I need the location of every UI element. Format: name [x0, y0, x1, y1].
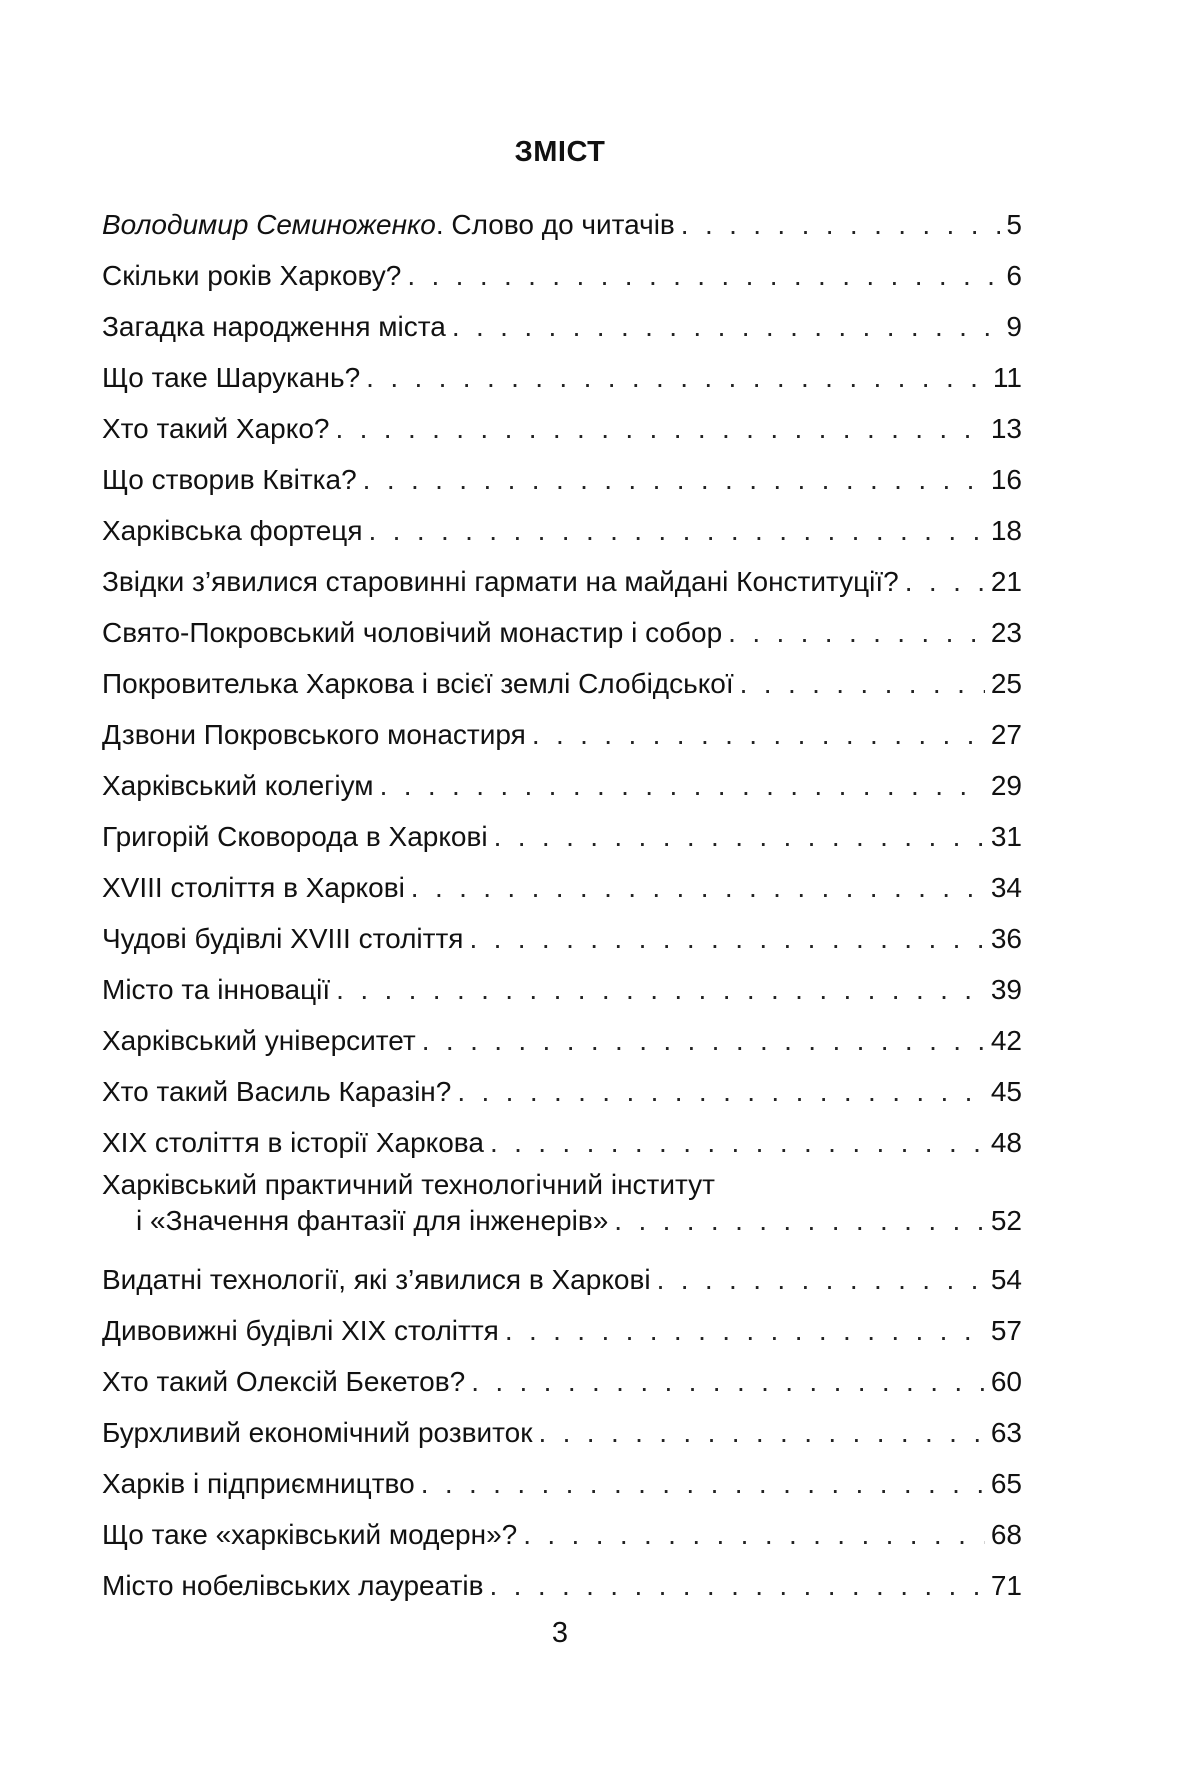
leader-dots	[411, 862, 985, 913]
entry-page-number: 25	[985, 658, 1022, 709]
leader-dots	[471, 1356, 985, 1407]
toc-entry	[102, 1560, 1022, 1611]
entry-title: Місто та інновації	[102, 964, 336, 1015]
toc-entry	[102, 1458, 1022, 1509]
toc-entry	[102, 250, 1022, 301]
entry-page-number: 36	[985, 913, 1022, 964]
entry-page-number: 52	[985, 1202, 1022, 1240]
leader-dots	[538, 1407, 984, 1458]
entry-page-number: 42	[985, 1015, 1022, 1066]
toc-entry	[102, 556, 1022, 607]
leader-dots	[505, 1305, 985, 1356]
toc-entry	[102, 454, 1022, 505]
toc-entry	[102, 403, 1022, 454]
page-number: 3	[551, 1617, 569, 1649]
entry-page-number: 27	[985, 709, 1022, 760]
leader-dots	[335, 403, 984, 454]
entry-page-number: 16	[985, 454, 1022, 505]
leader-dots	[366, 352, 987, 403]
entry-title: Дзвони Покровського монастиря	[102, 709, 532, 760]
toc-entry	[102, 352, 1022, 403]
toc-entry	[102, 1305, 1022, 1356]
leader-dots	[490, 1117, 985, 1168]
entry-page-number: 65	[985, 1458, 1022, 1509]
toc-entry	[102, 199, 1022, 250]
leader-dots	[363, 454, 985, 505]
entry-page-number: 6	[1000, 250, 1022, 301]
entry-page-number: 54	[985, 1254, 1022, 1305]
leader-dots	[422, 1015, 985, 1066]
entry-title: Харків і підприємництво	[102, 1458, 421, 1509]
entry-title: Що створив Квітка?	[102, 454, 363, 505]
leader-dots	[614, 1202, 985, 1240]
toc-entry	[102, 1066, 1022, 1117]
leader-dots	[452, 301, 1001, 352]
toc-entry	[102, 1356, 1022, 1407]
leader-dots	[728, 607, 985, 658]
toc-entry	[102, 1015, 1022, 1066]
entry-page-number: 48	[985, 1117, 1022, 1168]
entry-title: Покровителька Харкова і всієї землі Слобідської	[102, 658, 740, 709]
entry-page-number: 18	[985, 505, 1022, 556]
entry-page-number: 68	[985, 1509, 1022, 1560]
entry-title: XIX століття в історії Харкова	[102, 1117, 490, 1168]
leader-dots	[681, 199, 1001, 250]
toc-entry	[102, 811, 1022, 862]
entry-title: Звідки з’явилися старовинні гармати на майдані Конституції?	[102, 556, 905, 607]
entry-page-number: 34	[985, 862, 1022, 913]
entry-page-number: 57	[985, 1305, 1022, 1356]
entry-title: Григорій Сковорода в Харкові	[102, 811, 494, 862]
entry-title: Свято-Покровський чоловічий монастир і собор	[102, 607, 728, 658]
entry-title: Хто такий Василь Каразін?	[102, 1066, 457, 1117]
entry-title-line-2: і «Значення фантазії для інженерів»	[136, 1202, 614, 1240]
entry-title: Хто такий Харко?	[102, 403, 335, 454]
entry-title: Дивовижні будівлі XIX століття	[102, 1305, 505, 1356]
entry-title: Володимир Семиноженко. Слово до читачів	[102, 199, 681, 250]
entry-page-number: 39	[985, 964, 1022, 1015]
toc-entry	[102, 607, 1022, 658]
entry-page-number: 13	[985, 403, 1022, 454]
entry-title: Харківська фортеця	[102, 505, 369, 556]
entry-page-number: 63	[985, 1407, 1022, 1458]
toc-entry	[102, 1117, 1022, 1168]
entry-page-number: 9	[1000, 301, 1022, 352]
entry-title: Що таке Шарукань?	[102, 352, 366, 403]
entry-page-number: 71	[985, 1560, 1022, 1611]
toc-entry	[102, 1254, 1022, 1305]
toc-entry	[102, 862, 1022, 913]
entry-page-number: 45	[985, 1066, 1022, 1117]
toc-entry	[102, 1168, 1022, 1254]
entry-title: Видатні технології, які з’явилися в Харкові	[102, 1254, 657, 1305]
toc-entry	[102, 913, 1022, 964]
leader-dots	[657, 1254, 985, 1305]
entry-page-number: 23	[985, 607, 1022, 658]
table-of-contents	[102, 199, 1022, 1611]
entry-title: Бурхливий економічний розвиток	[102, 1407, 538, 1458]
entry-author: Володимир Семиноженко	[102, 209, 436, 240]
leader-dots	[336, 964, 985, 1015]
entry-page-number: 60	[985, 1356, 1022, 1407]
entry-page-number: 5	[1000, 199, 1022, 250]
leader-dots	[532, 709, 985, 760]
leader-dots	[407, 250, 1000, 301]
toc-entry	[102, 505, 1022, 556]
leader-dots	[905, 556, 985, 607]
entry-page-number: 21	[985, 556, 1022, 607]
toc-entry	[102, 1509, 1022, 1560]
leader-dots	[494, 811, 985, 862]
leader-dots	[380, 760, 985, 811]
leader-dots	[740, 658, 985, 709]
entry-title: Чудові будівлі XVIII століття	[102, 913, 469, 964]
entry-title: XVIII століття в Харкові	[102, 862, 411, 913]
entry-title-line-2-row	[102, 1202, 1022, 1242]
entry-page-number: 11	[987, 352, 1022, 403]
leader-dots	[523, 1509, 985, 1560]
entry-title: Харківський колегіум	[102, 760, 380, 811]
toc-entry	[102, 760, 1022, 811]
page-title: ЗМІСТ	[514, 136, 606, 168]
entry-title-line-1: Харківський практичний технологічний інститут	[102, 1169, 715, 1200]
entry-title: Скільки років Харкову?	[102, 250, 407, 301]
toc-entry	[102, 1407, 1022, 1458]
toc-entry	[102, 301, 1022, 352]
toc-entry	[102, 964, 1022, 1015]
leader-dots	[469, 913, 984, 964]
leader-dots	[457, 1066, 985, 1117]
entry-title: Хто такий Олексій Бекетов?	[102, 1356, 471, 1407]
leader-dots	[369, 505, 985, 556]
toc-entry	[102, 658, 1022, 709]
entry-title: Місто нобелівських лауреатів	[102, 1560, 490, 1611]
entry-title: Харківський університет	[102, 1015, 422, 1066]
leader-dots	[490, 1560, 985, 1611]
entry-title: Що таке «харківський модерн»?	[102, 1509, 523, 1560]
toc-entry	[102, 709, 1022, 760]
entry-page-number: 29	[985, 760, 1022, 811]
entry-page-number: 31	[985, 811, 1022, 862]
entry-title: Загадка народження міста	[102, 301, 452, 352]
leader-dots	[421, 1458, 985, 1509]
